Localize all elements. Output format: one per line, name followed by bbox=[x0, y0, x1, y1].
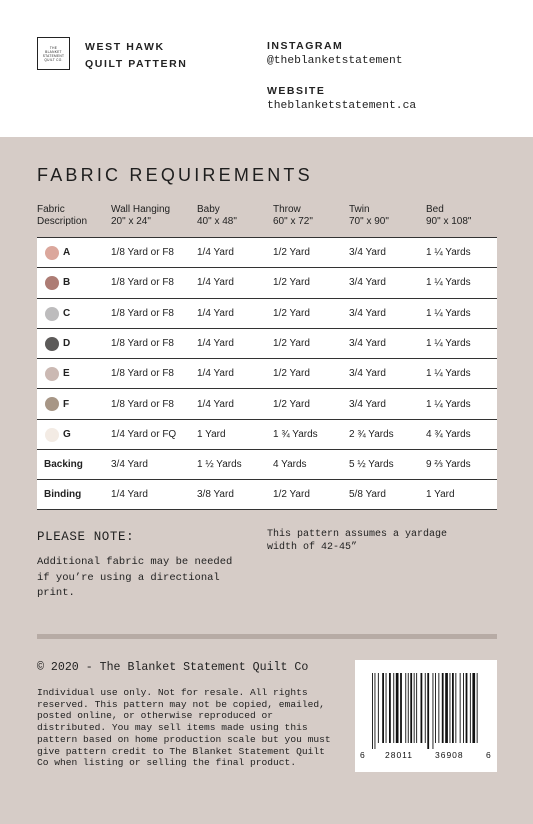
fabric-label: D bbox=[63, 338, 71, 350]
column-header-fabric bbox=[37, 204, 87, 228]
barcode bbox=[355, 660, 497, 772]
table-cell: 1/4 Yard or FQ bbox=[111, 428, 177, 440]
divider bbox=[37, 634, 497, 639]
column-header-baby bbox=[197, 204, 237, 228]
table-row bbox=[37, 298, 497, 328]
column-sub: 90" x 108" bbox=[426, 216, 472, 227]
table-cell: 3/8 Yard bbox=[197, 489, 234, 501]
pattern-type: QUILT PATTERN bbox=[85, 58, 188, 70]
fabric-label: C bbox=[63, 307, 71, 319]
barcode-bar bbox=[410, 673, 412, 743]
barcode-bar bbox=[427, 673, 429, 749]
barcode-bar bbox=[386, 673, 387, 743]
website-url: theblanketstatement.ca bbox=[267, 100, 417, 112]
pattern-title bbox=[85, 39, 187, 73]
column-label: Fabric bbox=[37, 204, 65, 215]
table-cell: 1/2 Yard bbox=[273, 277, 310, 289]
logo-line: STATEMENT bbox=[42, 53, 65, 58]
brand-logo bbox=[37, 37, 70, 70]
legal-text: Individual use only. Not for resale. All rights reserved. This pattern may not be copied, emailed, posted online, or otherwise reproduced or distributed. You may sell items made using this pattern based on home production scale but you must give pattern credit to The Blanket Statement Quilt Co when listing or selling the final product. bbox=[37, 687, 331, 769]
table-cell: 1/4 Yard bbox=[197, 368, 234, 380]
table-cell: 1 ¼ Yards bbox=[426, 398, 471, 410]
table-cell: 1 ¼ Yards bbox=[426, 277, 471, 289]
table-row bbox=[37, 358, 497, 388]
fabric-panel bbox=[0, 137, 533, 824]
fabric-label: G bbox=[63, 428, 71, 440]
fabric-swatch bbox=[45, 276, 59, 290]
barcode-bar bbox=[414, 673, 415, 743]
table-cell: 1 ¼ Yards bbox=[426, 307, 471, 319]
fabric-swatch bbox=[45, 367, 59, 381]
instagram-handle: @theblanketstatement bbox=[267, 55, 403, 67]
yardage-width-note: This pattern assumes a yardage width of 42-45” bbox=[267, 529, 448, 553]
table-row bbox=[37, 479, 497, 509]
barcode-bar bbox=[463, 673, 464, 743]
table-cell: 1/8 Yard or F8 bbox=[111, 247, 174, 259]
table-cell: 3/4 Yard bbox=[349, 247, 386, 259]
website-label: WEBSITE bbox=[267, 85, 326, 97]
table-cell: 1/8 Yard or F8 bbox=[111, 277, 174, 289]
barcode-bar bbox=[425, 673, 426, 743]
copyright: © 2020 - The Blanket Statement Quilt Co bbox=[37, 661, 309, 674]
table-row bbox=[37, 328, 497, 358]
barcode-bar bbox=[433, 673, 434, 749]
table-cell: 3/4 Yard bbox=[349, 368, 386, 380]
note-title: PLEASE NOTE: bbox=[37, 530, 135, 544]
table-cell: 1/2 Yard bbox=[273, 489, 310, 501]
barcode-bar bbox=[393, 673, 394, 743]
table-cell: 1/2 Yard bbox=[273, 338, 310, 350]
logo-line: BLANKET bbox=[45, 49, 62, 54]
barcode-bar bbox=[405, 673, 406, 743]
table-cell: 1/2 Yard bbox=[273, 398, 310, 410]
fabric-label: A bbox=[63, 247, 71, 259]
logo-line: QUILT CO. bbox=[44, 57, 63, 62]
table-cell: 1 ¼ Yards bbox=[426, 368, 471, 380]
table-cell: 1/4 Yard bbox=[197, 247, 234, 259]
fabric-swatch bbox=[45, 428, 59, 442]
barcode-bar bbox=[382, 673, 384, 743]
column-sub: 40" x 48" bbox=[197, 216, 237, 227]
logo-line: THE bbox=[49, 45, 58, 50]
table-cell: 3/4 Yard bbox=[349, 398, 386, 410]
table-cell: 1 ½ Yards bbox=[197, 459, 242, 471]
column-sub: Description bbox=[37, 216, 88, 227]
barcode-bar bbox=[455, 673, 456, 743]
barcode-bar bbox=[460, 673, 461, 743]
column-sub: 20" x 24" bbox=[111, 216, 151, 227]
table-cell: 3/4 Yard bbox=[111, 459, 148, 471]
column-sub: 60" x 72" bbox=[273, 216, 313, 227]
column-sub: 70" x 90" bbox=[349, 216, 389, 227]
barcode-bar bbox=[408, 673, 409, 743]
barcode-digit: 6 bbox=[486, 750, 492, 760]
barcode-bar bbox=[421, 673, 423, 743]
table-row bbox=[37, 388, 497, 418]
barcode-bar bbox=[372, 673, 373, 749]
table-row bbox=[37, 267, 497, 297]
table-cell: 1/4 Yard bbox=[111, 489, 148, 501]
fabric-label: Binding bbox=[44, 489, 82, 501]
barcode-bar bbox=[477, 673, 478, 743]
barcode-bar bbox=[445, 673, 448, 743]
barcode-bar bbox=[442, 673, 444, 743]
fabric-swatch bbox=[45, 337, 59, 351]
table-cell: 1/2 Yard bbox=[273, 307, 310, 319]
column-label: Wall Hanging bbox=[111, 204, 171, 215]
table-cell: 5 ½ Yards bbox=[349, 459, 394, 471]
pattern-name: WEST HAWK bbox=[85, 41, 165, 53]
table-cell: 1/4 Yard bbox=[197, 307, 234, 319]
column-header-throw bbox=[273, 204, 313, 228]
header bbox=[0, 0, 533, 137]
table-cell: 4 Yards bbox=[273, 459, 307, 471]
fabric-swatch bbox=[45, 246, 59, 260]
fabric-label: F bbox=[63, 398, 70, 410]
table-cell: 1/2 Yard bbox=[273, 368, 310, 380]
table-row bbox=[37, 237, 497, 267]
table-cell: 1 Yard bbox=[426, 489, 455, 501]
barcode-bar bbox=[400, 673, 402, 743]
table-row bbox=[37, 449, 497, 479]
fabric-swatch bbox=[45, 397, 59, 411]
barcode-bar bbox=[389, 673, 391, 743]
table-cell: 1 ¾ Yards bbox=[273, 428, 318, 440]
barcode-bar bbox=[470, 673, 471, 743]
column-header-twin bbox=[349, 204, 389, 228]
table-cell: 1 ¼ Yards bbox=[426, 247, 471, 259]
instagram-contact bbox=[267, 39, 403, 69]
column-label: Baby bbox=[197, 204, 220, 215]
table-cell: 1/4 Yard bbox=[197, 338, 234, 350]
barcode-bar bbox=[435, 673, 436, 743]
table-cell: 1/8 Yard or F8 bbox=[111, 338, 174, 350]
fabric-swatch bbox=[45, 307, 59, 321]
barcode-bar bbox=[438, 673, 439, 743]
barcode-bar bbox=[472, 673, 475, 743]
barcode-bar bbox=[375, 673, 376, 749]
barcode-bar bbox=[396, 673, 399, 743]
barcode-bar bbox=[416, 673, 417, 743]
table-cell: 1/4 Yard bbox=[197, 398, 234, 410]
fabric-label: B bbox=[63, 277, 71, 289]
table-cell: 1 ¼ Yards bbox=[426, 338, 471, 350]
table-cell: 1/8 Yard or F8 bbox=[111, 368, 174, 380]
table-cell: 1 Yard bbox=[197, 428, 226, 440]
table-cell: 3/4 Yard bbox=[349, 338, 386, 350]
table-row bbox=[37, 419, 497, 449]
table-cell: 1/8 Yard or F8 bbox=[111, 398, 174, 410]
table-cell: 4 ¾ Yards bbox=[426, 428, 471, 440]
table-cell: 5/8 Yard bbox=[349, 489, 386, 501]
table-cell: 1/8 Yard or F8 bbox=[111, 307, 174, 319]
column-header-bed bbox=[426, 204, 471, 228]
table-cell: 3/4 Yard bbox=[349, 307, 386, 319]
barcode-bars bbox=[368, 673, 484, 749]
barcode-digit: 6 bbox=[360, 750, 366, 760]
column-header-wall-hanging bbox=[111, 204, 170, 228]
section-title: FABRIC REQUIREMENTS bbox=[37, 165, 313, 185]
table-cell: 2 ¾ Yards bbox=[349, 428, 394, 440]
fabric-table bbox=[37, 237, 497, 510]
fabric-label: E bbox=[63, 368, 70, 380]
barcode-bar bbox=[450, 673, 451, 743]
fabric-label: Backing bbox=[44, 459, 83, 471]
column-label: Bed bbox=[426, 204, 444, 215]
barcode-bar bbox=[452, 673, 454, 743]
instagram-label: INSTAGRAM bbox=[267, 40, 344, 52]
table-cell: 1/2 Yard bbox=[273, 247, 310, 259]
barcode-digit: 36908 bbox=[435, 750, 464, 760]
barcode-bar bbox=[378, 673, 379, 743]
table-cell: 3/4 Yard bbox=[349, 277, 386, 289]
barcode-digit: 28011 bbox=[385, 750, 414, 760]
table-cell: 1/4 Yard bbox=[197, 277, 234, 289]
website-contact bbox=[267, 84, 416, 114]
barcode-bar bbox=[466, 673, 468, 743]
column-label: Twin bbox=[349, 204, 370, 215]
column-label: Throw bbox=[273, 204, 301, 215]
table-cell: 9 ⅔ Yards bbox=[426, 459, 471, 471]
note-body: Additional fabric may be needed if you’re using a directional print. bbox=[37, 556, 233, 599]
